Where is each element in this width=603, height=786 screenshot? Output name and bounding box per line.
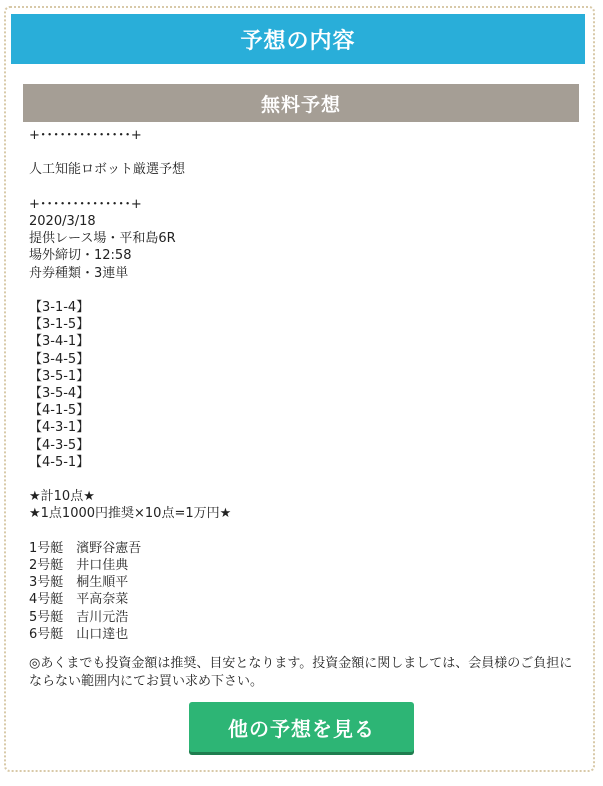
prediction-line: 6号艇 山口達也 — [29, 626, 129, 642]
prediction-line: 3号艇 桐生順平 — [29, 575, 129, 591]
prediction-line: 舟券種類・3連単 — [29, 265, 129, 281]
prediction-line: 【4-3-5】 — [29, 437, 90, 453]
investment-notice: ◎あくまでも投資金額は推奨、目安となります。投資金額に関しましては、会員様のご負担にならない範囲内にてお買い求め下さい。 — [29, 656, 573, 689]
prediction-line: +･･････････････+ — [29, 128, 142, 143]
prediction-line: 1号艇 濱野谷憲吾 — [29, 540, 142, 556]
prediction-line — [29, 144, 579, 161]
prediction-line: 【4-1-5】 — [29, 403, 90, 419]
section-title — [23, 84, 579, 122]
prediction-line: 場外締切・12:58 — [29, 248, 132, 264]
prediction-line — [29, 523, 579, 540]
page-title-text: 予想の内容 — [240, 28, 356, 54]
prediction-line: 2号艇 井口佳典 — [29, 558, 129, 573]
prediction-line: 【3-5-4】 — [29, 386, 90, 401]
prediction-line — [29, 282, 579, 299]
prediction-line — [29, 179, 579, 196]
prediction-line: 5号艇 吉川元浩 — [29, 609, 129, 625]
prediction-line: 【3-4-5】 — [29, 351, 90, 367]
prediction-line: 【3-4-1】 — [29, 334, 90, 350]
page-title — [11, 14, 585, 64]
prediction-line: ★1点1000円推奨×10点=1万円★ — [29, 506, 232, 522]
prediction-line: ★計10点★ — [29, 489, 95, 505]
view-other-predictions-button[interactable] — [189, 702, 414, 752]
prediction-line: 人工知能ロボット厳選予想 — [29, 162, 186, 178]
prediction-line — [29, 471, 579, 488]
prediction-line: 【3-1-4】 — [29, 299, 90, 315]
prediction-line: 【4-3-1】 — [29, 420, 90, 436]
prediction-line: 【4-5-1】 — [29, 454, 90, 470]
prediction-line: +･･････････････+ — [29, 196, 142, 212]
prediction-text-block — [29, 127, 579, 643]
view-other-predictions-label: 他の予想を見る — [228, 716, 375, 741]
section-title-text: 無料予想 — [260, 93, 341, 116]
prediction-line: 提供レース場・平和島6R — [29, 231, 176, 247]
prediction-line: 【3-5-1】 — [29, 368, 90, 384]
prediction-line: 2020/3/18 — [29, 213, 96, 229]
prediction-line: 【3-1-5】 — [29, 317, 90, 333]
prediction-line: 4号艇 平高奈菜 — [29, 592, 129, 608]
